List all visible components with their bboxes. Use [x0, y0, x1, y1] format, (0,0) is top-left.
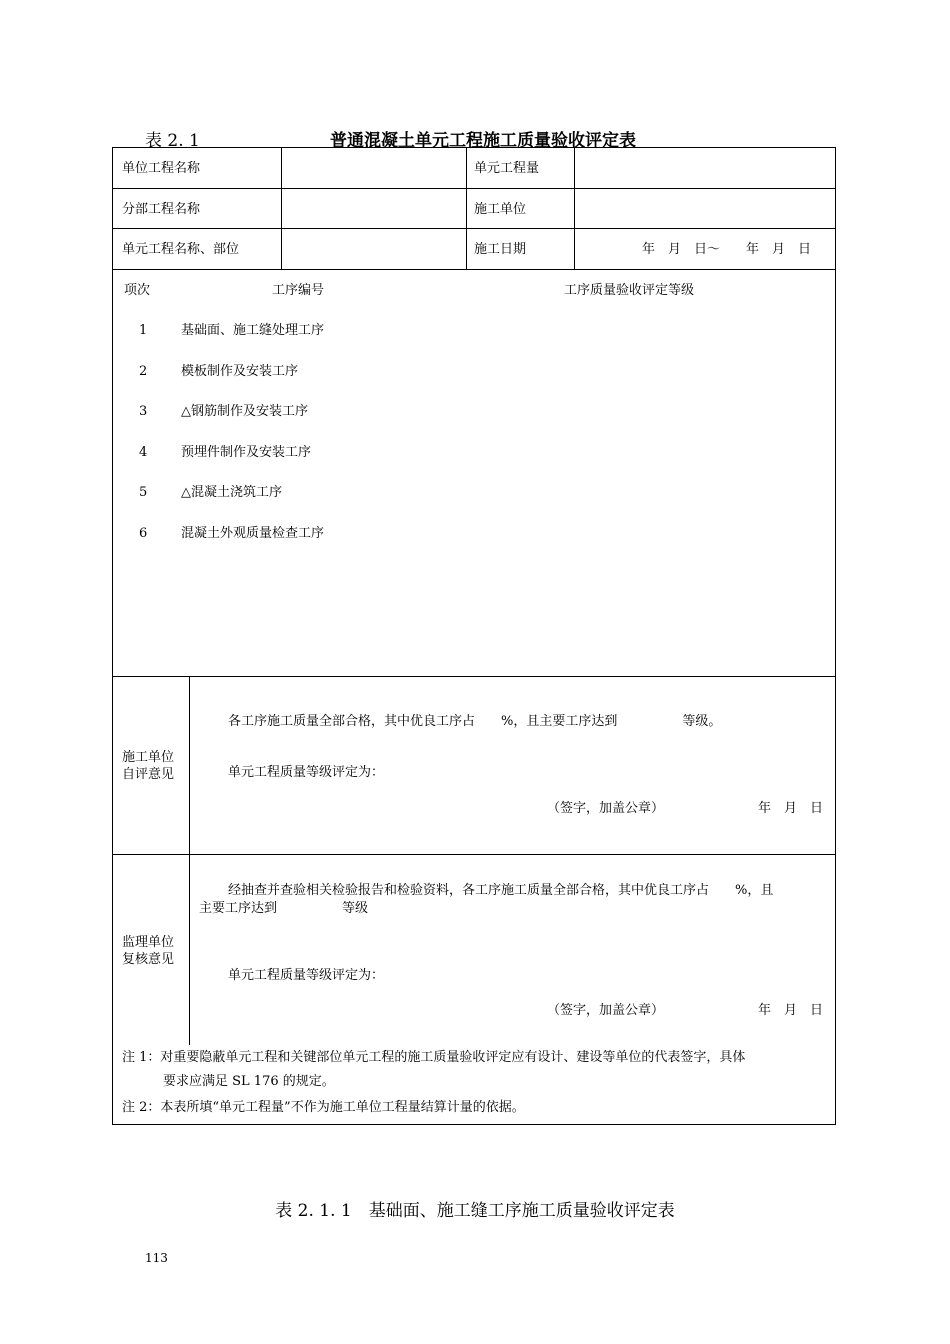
process-name: △混凝土浇筑工序: [181, 485, 282, 500]
supervisor-opinion-label-2: 复核意见: [122, 952, 175, 967]
process-no: 2: [139, 364, 148, 379]
column-divider: [189, 676, 190, 1045]
division-project-name-label: 分部工程名称: [122, 202, 201, 217]
supervisor-opinion-text: 经抽查并查验相关检验报告和检验资料，各工序施工质量全部合格，其中优良工序占 %，且: [228, 883, 774, 898]
row-divider: [113, 269, 835, 270]
construction-date-label: 施工日期: [474, 242, 527, 257]
column-divider: [281, 148, 282, 269]
next-table-title: 表 2. 1. 1 基础面、施工缝工序施工质量验收评定表: [275, 1201, 675, 1221]
unit-work-name-label: 单元工程名称、部位: [122, 242, 240, 257]
page-number: 113: [145, 1251, 168, 1265]
process-name: △钢筋制作及安装工序: [181, 404, 308, 419]
note-1-cont: 要求应满足 SL 176 的规定。: [163, 1074, 335, 1089]
row-divider: [113, 854, 835, 855]
process-no: 5: [139, 485, 148, 500]
contractor-opinion-label-2: 自评意见: [122, 767, 175, 782]
process-no: 4: [139, 445, 148, 460]
contractor-grade-text: 单元工程质量等级评定为：: [228, 765, 385, 780]
process-name: 基础面、施工缝处理工序: [181, 323, 325, 338]
row-divider: [113, 676, 835, 677]
evaluation-form: [112, 147, 836, 1125]
note-2: 注 2：本表所填“单元工程量”不作为施工单位工程量结算计量的依据。: [122, 1100, 525, 1115]
process-no: 3: [139, 404, 148, 419]
supervisor-sign: （签字，加盖公章）: [547, 1003, 665, 1018]
contractor-date: 年 月 日: [758, 801, 824, 816]
note-1: 注 1：对重要隐蔽单元工程和关键部位单元工程的施工质量验收评定应有设计、建设等单位的代表签字，具体: [122, 1050, 746, 1065]
construction-date-range: 年 月 日～ 年 月 日: [642, 242, 812, 257]
col-index-header: 项次: [124, 283, 151, 298]
supervisor-date: 年 月 日: [758, 1003, 824, 1018]
column-divider: [466, 148, 467, 269]
construction-company-label: 施工单位: [474, 202, 527, 217]
process-name: 预埋件制作及安装工序: [181, 445, 312, 460]
supervisor-opinion-text-cont: 主要工序达到 等级: [199, 901, 369, 916]
process-name: 混凝土外观质量检查工序: [181, 526, 325, 541]
process-no: 1: [139, 323, 148, 338]
unit-work-quantity-label: 单元工程量: [474, 161, 540, 176]
supervisor-opinion-label-1: 监理单位: [122, 935, 175, 950]
table-code: 表 2. 1: [145, 131, 200, 151]
page-title: 普通混凝土单元工程施工质量验收评定表: [330, 131, 636, 151]
column-divider: [574, 148, 575, 269]
contractor-opinion-label-1: 施工单位: [122, 750, 175, 765]
row-divider: [113, 228, 835, 229]
row-divider: [113, 188, 835, 189]
process-no: 6: [139, 526, 148, 541]
supervisor-grade-text: 单元工程质量等级评定为：: [228, 968, 385, 983]
contractor-sign: （签字，加盖公章）: [547, 801, 665, 816]
process-name: 模板制作及安装工序: [181, 364, 299, 379]
unit-project-name-label: 单位工程名称: [122, 161, 201, 176]
contractor-opinion-text: 各工序施工质量全部合格，其中优良工序占 %，且主要工序达到 等级。: [228, 714, 722, 729]
col-grade-header: 工序质量验收评定等级: [564, 283, 695, 298]
col-code-header: 工序编号: [272, 283, 325, 298]
